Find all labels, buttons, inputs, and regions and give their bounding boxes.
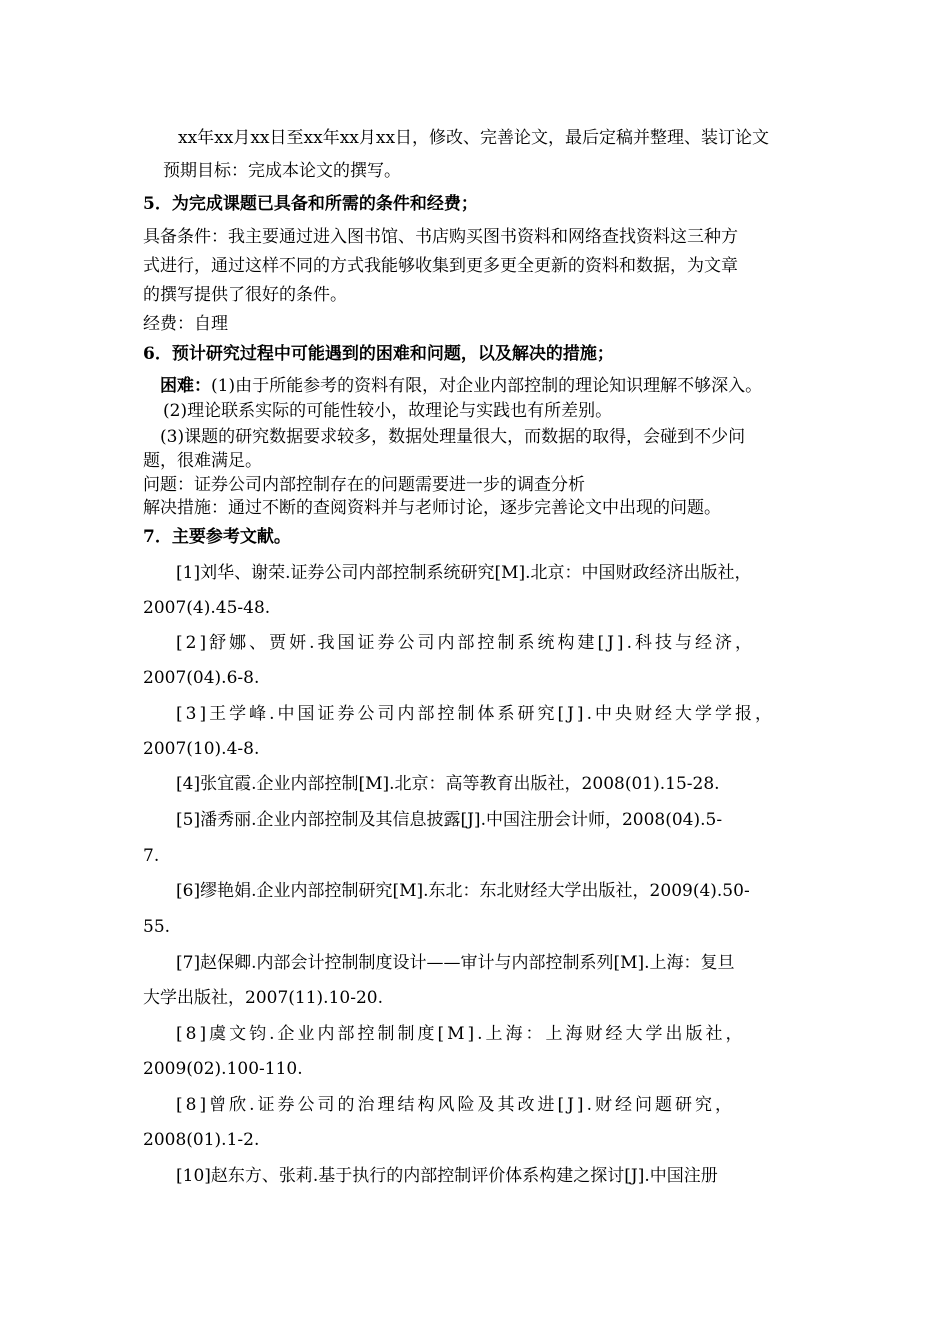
difficulty-item-1: (1)由于所能参考的资料有限，对企业内部控制的理论知识理解不够深入。 (211, 376, 763, 396)
reference-9-line-2: 2008(01).1-2. (143, 1130, 260, 1150)
reference-9-line-1: [8]曾欣.证券公司的治理结构风险及其改进[J].财经问题研究， (176, 1095, 735, 1115)
difficulty-item-3a: (3)课题的研究数据要求较多，数据处理量很大，而数据的取得，会碰到不少问 (160, 427, 746, 447)
reference-8-line-2: 2009(02).100-110. (143, 1059, 303, 1079)
conditions-line-3: 的撰写提供了很好的条件。 (143, 285, 347, 305)
reference-3-line-1: [3]王学峰.中国证券公司内部控制体系研究[J].中央财经大学学报， (176, 704, 775, 724)
reference-7-line-1: [7]赵保卿.内部会计控制制度设计——审计与内部控制系列[M].上海：复旦 (176, 953, 735, 973)
difficulty-label: 困难： (160, 376, 211, 396)
reference-6-line-2: 55. (143, 917, 171, 937)
reference-1-line-1: [1]刘华、谢荣.证券公司内部控制系统研究[M].北京：中国财政经济出版社， (176, 563, 752, 583)
section-5-heading: 5．为完成课题已具备和所需的条件和经费； (143, 194, 478, 214)
section-7-heading: 7．主要参考文献。 (143, 527, 291, 547)
conditions-line-2: 式进行，通过这样不同的方式我能够收集到更多更全更新的资料和数据，为文章 (143, 256, 738, 276)
reference-7-line-2: 大学出版社，2007(11).10-20. (143, 988, 383, 1008)
reference-6-line-1: [6]缪艳娟.企业内部控制研究[M].东北：东北财经大学出版社，2009(4).50- (176, 881, 750, 901)
conditions-line-1: 具备条件：我主要通过进入图书馆、书店购买图书资料和网络查找资料这三种方 (143, 227, 738, 247)
reference-3-line-2: 2007(10).4-8. (143, 739, 260, 759)
schedule-line: xx年xx月xx日至xx年xx月xx日，修改、完善论文，最后定稿并整理、装订论文 (178, 128, 770, 148)
reference-1-line-2: 2007(4).45-48. (143, 598, 271, 618)
funding-line: 经费：自理 (143, 314, 228, 334)
reference-5-line-2: 7. (143, 846, 160, 866)
expected-goal: 预期目标：完成本论文的撰写。 (163, 161, 401, 181)
reference-5-line-1: [5]潘秀丽.企业内部控制及其信息披露[J].中国注册会计师，2008(04).5- (176, 810, 723, 830)
reference-8-line-1: [8]虞文钧.企业内部控制制度[M].上海：上海财经大学出版社， (176, 1024, 746, 1044)
reference-4-line-1: [4]张宜霞.企业内部控制[M].北京：高等教育出版社，2008(01).15-28. (176, 774, 720, 794)
reference-10-line-1: [10]赵东方、张莉.基于执行的内部控制评价体系构建之探讨[J].中国注册 (176, 1166, 718, 1186)
difficulty-item-3b: 题，很难满足。 (143, 451, 262, 471)
solution-line: 解决措施：通过不断的查阅资料并与老师讨论，逐步完善论文中出现的问题。 (143, 498, 721, 518)
section-6-heading: 6．预计研究过程中可能遇到的困难和问题，以及解决的措施； (143, 344, 614, 364)
difficulty-item-2: (2)理论联系实际的可能性较小，故理论与实践也有所差别。 (163, 401, 613, 421)
reference-2-line-1: [2]舒娜、贾妍.我国证券公司内部控制系统构建[J].科技与经济， (176, 633, 755, 653)
reference-2-line-2: 2007(04).6-8. (143, 668, 260, 688)
difficulty-line-1 (160, 375, 762, 397)
problem-line: 问题：证券公司内部控制存在的问题需要进一步的调查分析 (143, 475, 585, 495)
